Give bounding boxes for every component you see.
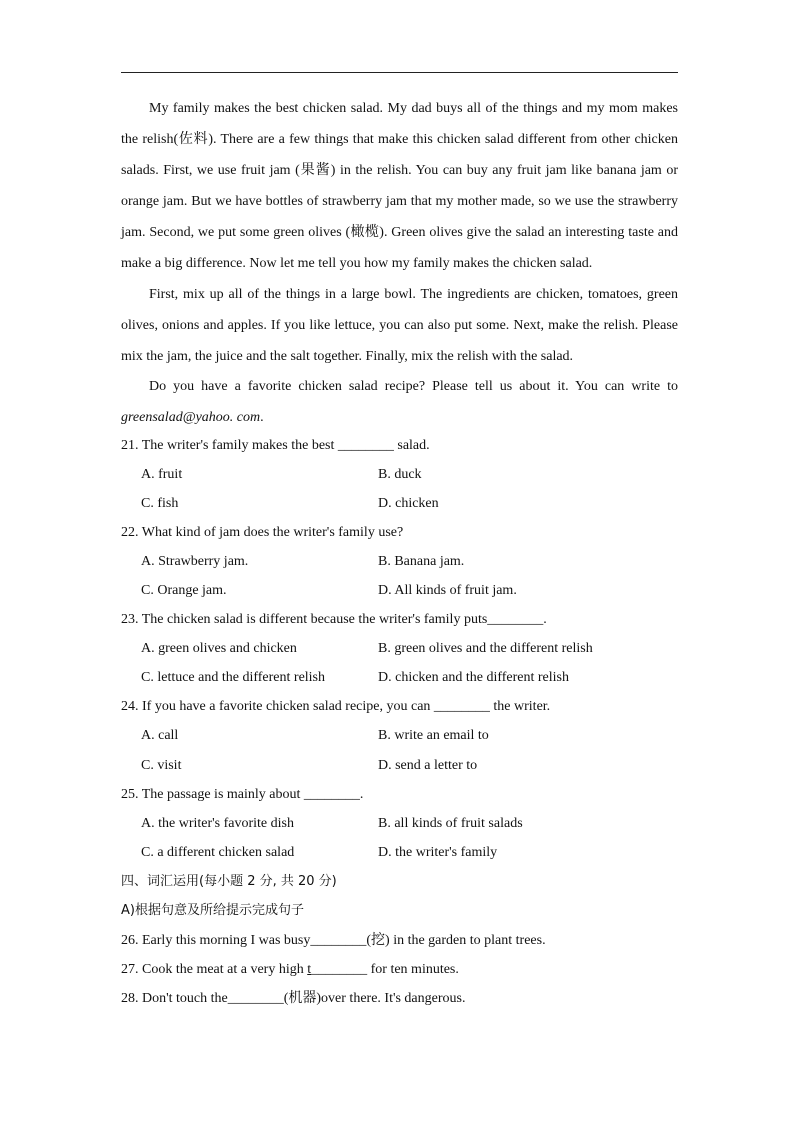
option-23-c: C. lettuce and the different relish [141, 670, 326, 685]
option-21-c: C. fish [141, 496, 179, 511]
option-21-b: B. duck [378, 467, 422, 482]
option-21-d: D. chicken [378, 496, 439, 511]
option-23-a: A. green olives and chicken [141, 641, 297, 656]
option-22-b: B. Banana jam. [378, 554, 465, 569]
section-4-subtitle: A)根据句意及所给提示完成句子 [121, 903, 304, 918]
passage-paragraph-3-text: Do you have a favorite chicken salad recipe? Please tell us about it. You can write to [149, 379, 678, 394]
option-25-d: D. the writer's family [378, 845, 498, 860]
question-23: 23. The chicken salad is different because the writer's family puts________. [121, 612, 547, 627]
question-28: 28. Don't touch the________(机器)over there. It's dangerous. [121, 991, 466, 1006]
option-25-a: A. the writer's favorite dish [141, 816, 294, 831]
question-22: 22. What kind of jam does the writer's family use? [121, 525, 404, 540]
option-22-d: D. All kinds of fruit jam. [378, 583, 517, 598]
passage-end-period: . [260, 410, 264, 425]
option-24-a: A. call [141, 728, 179, 743]
question-27-hint-letter: t [307, 962, 312, 977]
option-25-b: B. all kinds of fruit salads [378, 816, 523, 831]
passage-paragraph-1: My family makes the best chicken salad. My dad buys all of the things and my mom makes the relish(佐料). There are a few things that make this chicken salad different from other chicken salads. First, we use fruit jam (果酱) in the relish. You can buy any fruit jam like banana jam or orange jam. But we have bottles of strawberry jam that my mother made, so we use the strawberry jam. Second, we put some green olives (橄榄). Green olives give the salad an interesting taste and make a big difference. Now let me tell you how my family makes the chicken salad. [121, 101, 678, 271]
question-27-rest: ________ for ten minutes. [311, 962, 459, 977]
question-25: 25. The passage is mainly about ________. [121, 787, 364, 802]
option-23-d: D. chicken and the different relish [378, 670, 570, 685]
option-25-c: C. a different chicken salad [141, 845, 295, 860]
question-24: 24. If you have a favorite chicken salad recipe, you can ________ the writer. [121, 699, 551, 714]
question-27 [121, 960, 681, 980]
option-21-a: A. fruit [141, 467, 183, 482]
question-27-text: 27. Cook the meat at a very high [121, 962, 308, 977]
option-24-d: D. send a letter to [378, 758, 478, 773]
question-21: 21. The writer's family makes the best ________ salad. [121, 438, 430, 453]
option-24-c: C. visit [141, 758, 182, 773]
option-22-c: C. Orange jam. [141, 583, 227, 598]
contact-email: greensalad@yahoo. com [121, 410, 261, 425]
option-22-a: A. Strawberry jam. [141, 554, 249, 569]
option-23-b: B. green olives and the different relish [378, 641, 593, 656]
question-26: 26. Early this morning I was busy________(挖) in the garden to plant trees. [121, 933, 546, 948]
section-4-title: 四、词汇运用(每小题 2 分, 共 20 分) [121, 874, 337, 889]
option-24-b: B. write an email to [378, 728, 489, 743]
passage-paragraph-3 [121, 371, 678, 433]
passage-paragraph-2: First, mix up all of the things in a large bowl. The ingredients are chicken, tomatoes, green olives, onions and apples. If you like lettuce, you can also put some. Next, make the relish. Please mix the jam, the juice and the salt together. Finally, mix the relish with the salad. [121, 287, 678, 364]
header-rule [121, 72, 678, 73]
